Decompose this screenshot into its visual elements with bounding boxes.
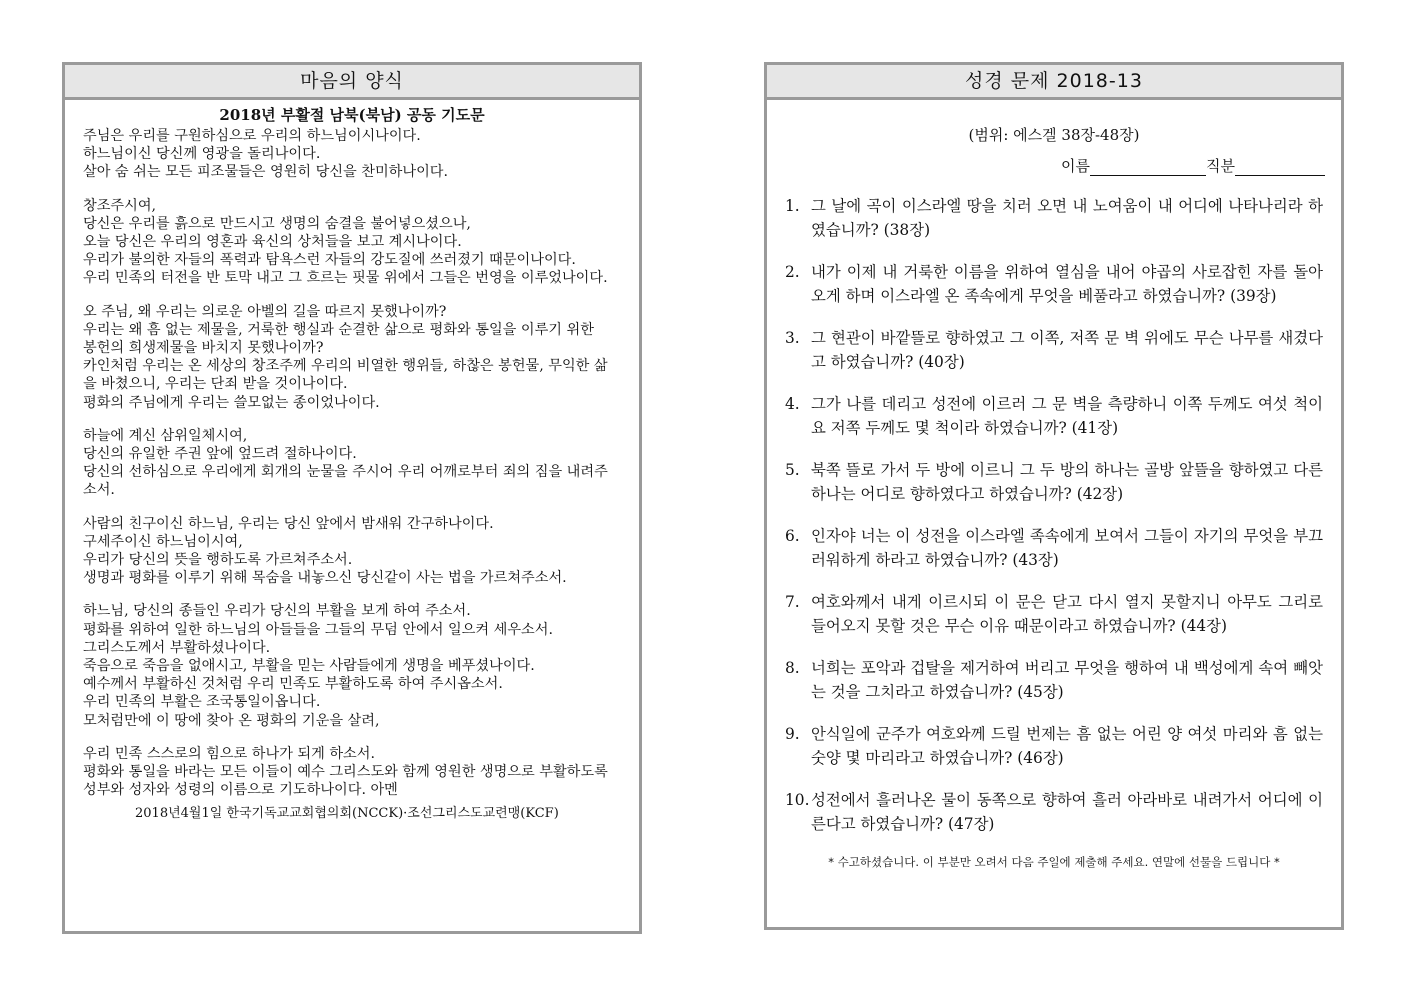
prayer-line: 우리 민족의 터전을 반 토막 내고 그 흐르는 핏물 위에서 그들은 번영을 이루었나이다.	[83, 270, 608, 287]
quiz-question	[785, 788, 1323, 836]
question-text: 그 현관이 바깥뜰로 향하였고 그 이쪽, 저쪽 문 벽 위에도 무슨 나무를 새겼다고 하였습니까? (40장)	[811, 329, 1323, 371]
question-number: 7.	[785, 593, 800, 611]
submission-note: * 수고하셨습니다. 이 부분만 오려서 다음 주일에 제출해 주세요. 연말에 선물을 드립니다 *	[828, 855, 1280, 869]
prayer-paragraph	[83, 515, 609, 588]
question-number: 9.	[785, 725, 800, 743]
question-text: 인자야 너는 이 성전을 이스라엘 족속에게 보여서 그들이 자기의 무엇을 부끄러워하게 하라고 하였습니까? (43장)	[811, 527, 1323, 569]
prayer-line: 그리스도께서 부활하셨나이다.	[83, 639, 271, 656]
prayer-line: 우리는 왜 흠 없는 제물을, 거룩한 행실과 순결한 삶으로 평화와 통일을 이루기 위한 봉헌의 희생제물을 바치지 못했나이까?	[83, 321, 594, 357]
prayer-signature: 2018년4월1일 한국기독교교회협의회(NCCK)·조선그리스도교련맹(KCF)	[135, 805, 559, 821]
question-text: 여호와께서 내게 이르시되 이 문은 닫고 다시 열지 못할지니 아무도 그리로 들어오지 못할 것은 무슨 이유 때문이라고 하였습니까? (44장)	[811, 593, 1323, 635]
question-text: 안식일에 군주가 여호와께 드릴 번제는 흠 없는 어린 양 여섯 마리와 흠 없는 숫양 몇 마리라고 하였습니까? (46장)	[811, 725, 1323, 767]
prayer-paragraph	[83, 197, 609, 288]
prayer-line: 카인처럼 우리는 온 세상의 창조주께 우리의 비열한 행위들, 하찮은 봉헌물, 무익한 삶을 바쳤으니, 우리는 단죄 받을 것이나이다.	[83, 358, 608, 393]
question-number: 6.	[785, 527, 800, 545]
prayer-paragraph	[83, 127, 609, 182]
question-number: 1.	[785, 197, 800, 215]
prayer-paragraph	[83, 303, 609, 412]
prayer-line: 사람의 친구이신 하느님, 우리는 당신 앞에서 밤새워 간구하나이다.	[83, 515, 494, 532]
quiz-panel-header: 성경 문제 2018-13	[767, 65, 1341, 100]
quiz-question	[785, 326, 1323, 374]
prayer-line: 우리 민족 스스로의 힘으로 하나가 되게 하소서.	[83, 745, 375, 762]
name-blank[interactable]	[1090, 161, 1206, 176]
name-label: 이름	[1061, 157, 1091, 175]
name-duty-row	[767, 155, 1341, 176]
duty-label: 직분	[1206, 157, 1235, 175]
question-text: 성전에서 흘러나온 물이 동쪽으로 향하여 흘러 아라바로 내려가서 어디에 이른다고 하였습니까? (47장)	[811, 791, 1323, 833]
prayer-line: 죽음으로 죽음을 없애시고, 부활을 믿는 사람들에게 생명을 베푸셨나이다.	[83, 658, 535, 675]
question-text: 북쪽 뜰로 가서 두 방에 이르니 그 두 방의 하나는 골방 앞뜰을 향하였고 다른 하나는 어디로 향하였다고 하였습니까? (42장)	[811, 461, 1323, 503]
prayer-line: 하느님, 당신의 종들인 우리가 당신의 부활을 보게 하여 주소서.	[83, 603, 471, 620]
prayer-line: 평화의 주님에게 우리는 쓸모없는 종이었나이다.	[83, 394, 380, 411]
prayer-line: 평화와 통일을 바라는 모든 이들이 예수 그리스도와 함께 영원한 생명으로 부활하도록	[83, 764, 608, 781]
prayer-line: 살아 숨 쉬는 모든 피조물들은 영원히 당신을 찬미하나이다.	[83, 164, 449, 181]
prayer-paragraph	[83, 745, 609, 800]
bible-quiz-panel	[764, 62, 1344, 930]
prayer-line: 당신의 유일한 주권 앞에 엎드려 절하나이다.	[83, 446, 357, 463]
question-text: 내가 이제 내 거룩한 이름을 위하여 열심을 내어 야곱의 사로잡힌 자를 돌아오게 하며 이스라엘 온 족속에게 무엇을 베풀라고 하였습니까? (39장)	[811, 263, 1323, 305]
question-text: 너희는 포악과 겁탈을 제거하여 버리고 무엇을 행하여 내 백성에게 속여 빼앗는 것을 그치라고 하였습니까? (45장)	[811, 659, 1323, 701]
quiz-question	[785, 458, 1323, 506]
quiz-question	[785, 392, 1323, 440]
prayer-line: 창조주시여,	[83, 197, 157, 214]
question-number: 5.	[785, 461, 800, 479]
quiz-range: (범위: 에스겔 38장-48장)	[968, 126, 1140, 144]
quiz-question	[785, 524, 1323, 572]
prayer-paragraph	[83, 427, 609, 500]
prayer-panel-header: 마음의 양식	[65, 65, 639, 100]
quiz-question	[785, 590, 1323, 638]
prayer-line: 하느님이신 당신께 영광을 돌리나이다.	[83, 146, 321, 163]
prayer-line: 우리가 불의한 자들의 폭력과 탐욕스런 자들의 강도질에 쓰러졌기 때문이나이다.	[83, 252, 576, 269]
prayer-body	[65, 127, 639, 800]
prayer-title: 2018년 부활절 남북(북남) 공동 기도문	[219, 106, 485, 124]
quiz-question	[785, 260, 1323, 308]
question-text: 그 날에 곡이 이스라엘 땅을 치러 오면 내 노여움이 내 어디에 나타나리라 하였습니까? (38장)	[811, 197, 1323, 239]
question-number: 10.	[785, 791, 810, 809]
prayer-line: 우리 민족의 부활은 조국통일이옵니다.	[83, 694, 321, 711]
quiz-question	[785, 656, 1323, 704]
prayer-line: 구세주이신 하느님이시여,	[83, 533, 243, 550]
prayer-line: 오늘 당신은 우리의 영혼과 육신의 상처들을 보고 계시나이다.	[83, 234, 462, 251]
prayer-line: 평화를 위하여 일한 하느님의 아들들을 그들의 무덤 안에서 일으켜 세우소서.	[83, 621, 553, 638]
prayer-panel	[62, 62, 642, 934]
prayer-line: 주님은 우리를 구원하심으로 우리의 하느님이시나이다.	[83, 128, 421, 144]
prayer-paragraph	[83, 602, 609, 729]
prayer-line: 오 주님, 왜 우리는 의로운 아벨의 길을 따르지 못했나이까?	[83, 303, 447, 320]
prayer-line: 모처럼만에 이 땅에 찾아 온 평화의 기운을 살려,	[83, 712, 380, 729]
question-text: 그가 나를 데리고 성전에 이르러 그 문 벽을 측량하니 이쪽 두께도 여섯 척이요 저쪽 두께도 몇 척이라 하였습니까? (41장)	[811, 395, 1323, 437]
prayer-line: 당신의 선하심으로 우리에게 회개의 눈물을 주시어 우리 어깨로부터 죄의 짐을 내려주소서.	[83, 464, 608, 499]
prayer-line: 성부와 성자와 성령의 이름으로 기도하나이다. 아멘	[83, 782, 398, 799]
question-number: 3.	[785, 329, 800, 347]
prayer-line: 하늘에 계신 삼위일체시여,	[83, 427, 248, 444]
quiz-question	[785, 194, 1323, 242]
prayer-line: 우리가 당신의 뜻을 행하도록 가르쳐주소서.	[83, 552, 353, 569]
question-list	[767, 194, 1341, 836]
prayer-line: 당신은 우리를 흙으로 만드시고 생명의 숨결을 불어넣으셨으나,	[83, 215, 471, 232]
question-number: 4.	[785, 395, 800, 413]
question-number: 2.	[785, 263, 800, 281]
prayer-line: 예수께서 부활하신 것처럼 우리 민족도 부활하도록 하여 주시옵소서.	[83, 676, 503, 693]
prayer-line: 생명과 평화를 이루기 위해 목숨을 내놓으신 당신같이 사는 법을 가르쳐주소서.	[83, 570, 567, 587]
quiz-question	[785, 722, 1323, 770]
question-number: 8.	[785, 659, 800, 677]
duty-blank[interactable]	[1235, 161, 1325, 176]
